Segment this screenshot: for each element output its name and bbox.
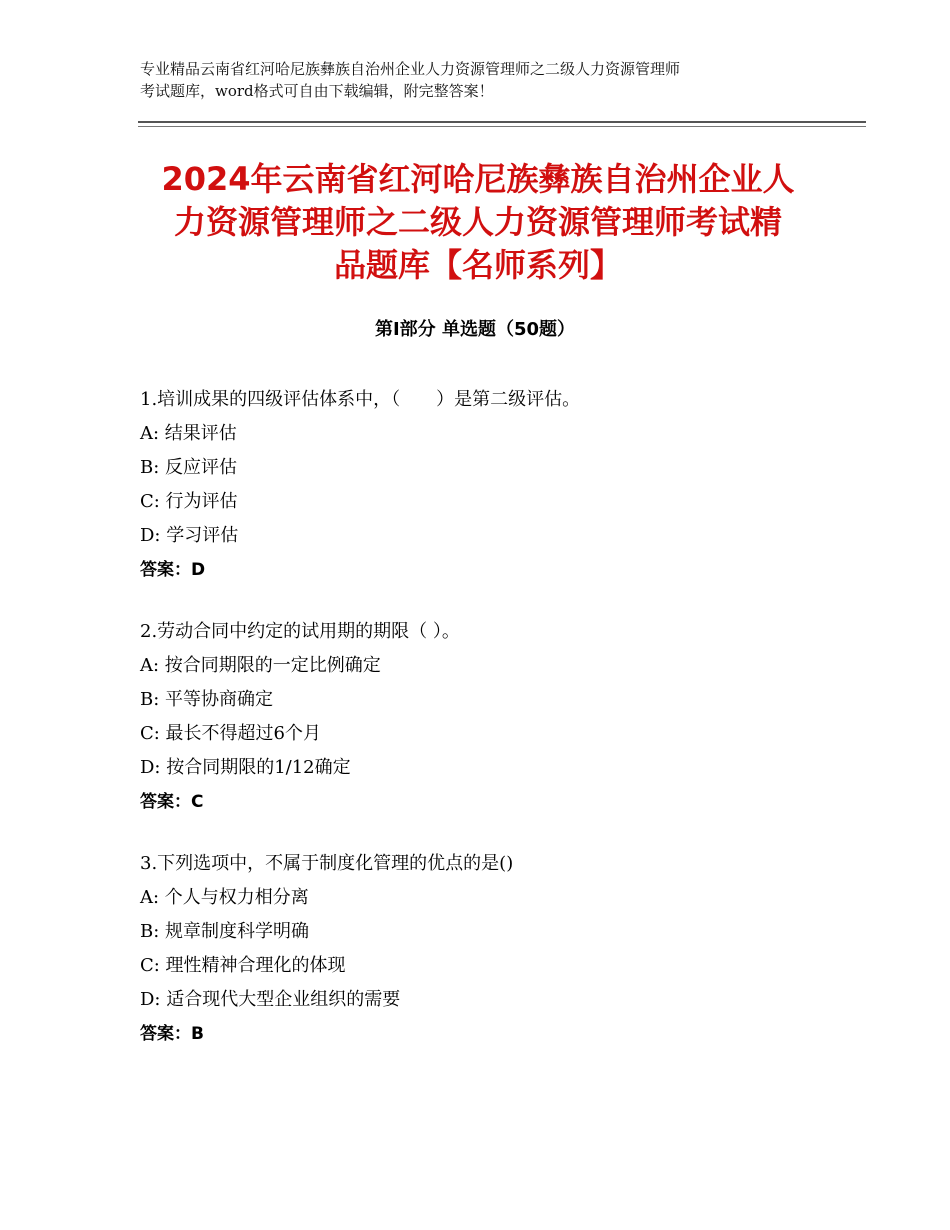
header-note-line-2: 考试题库，word格式可自由下载编辑，附完整答案！ (140, 82, 494, 100)
document-title-line-3: 品题库【名师系列】 (333, 246, 622, 284)
question-stem: 2.劳动合同中约定的试用期的期限（ ）。 (140, 621, 460, 642)
option-b: B: 反应评估 (140, 457, 238, 478)
document-title-line-1: 2024年云南省红河哈尼族彝族自治州企业人 (161, 160, 795, 198)
option-d: D: 学习评估 (140, 525, 239, 546)
option-c: C: 理性精神合理化的体现 (140, 955, 346, 976)
option-b: B: 规章制度科学明确 (140, 921, 310, 942)
header-note (140, 58, 840, 102)
header-divider (138, 121, 866, 123)
answer-label: 答案：D (140, 560, 206, 580)
option-a: A: 按合同期限的一定比例确定 (140, 655, 381, 676)
question-list (140, 383, 840, 1079)
header-divider-thin (138, 126, 866, 127)
option-a: A: 结果评估 (140, 423, 237, 444)
document-title-line-2: 力资源管理师之二级人力资源管理师考试精 (173, 203, 782, 241)
answer-label: 答案：B (140, 1024, 204, 1044)
option-b: B: 平等协商确定 (140, 689, 274, 710)
option-a: A: 个人与权力相分离 (140, 887, 309, 908)
question-3 (140, 847, 840, 1051)
section-title: 第Ⅰ部分 单选题（50题） (374, 319, 575, 340)
document-title (138, 158, 818, 287)
header-note-line-1: 专业精品云南省红河哈尼族彝族自治州企业人力资源管理师之二级人力资源管理师 (140, 60, 681, 78)
option-d: D: 按合同期限的1/12确定 (140, 757, 351, 778)
question-stem: 1.培训成果的四级评估体系中，（ ）是第二级评估。 (140, 389, 581, 410)
question-stem: 3.下列选项中，不属于制度化管理的优点的是() (140, 853, 514, 874)
answer-label: 答案：C (140, 792, 204, 812)
option-c: C: 最长不得超过6个月 (140, 723, 322, 744)
option-d: D: 适合现代大型企业组织的需要 (140, 989, 401, 1010)
question-2 (140, 615, 840, 819)
question-1 (140, 383, 840, 587)
option-c: C: 行为评估 (140, 491, 238, 512)
